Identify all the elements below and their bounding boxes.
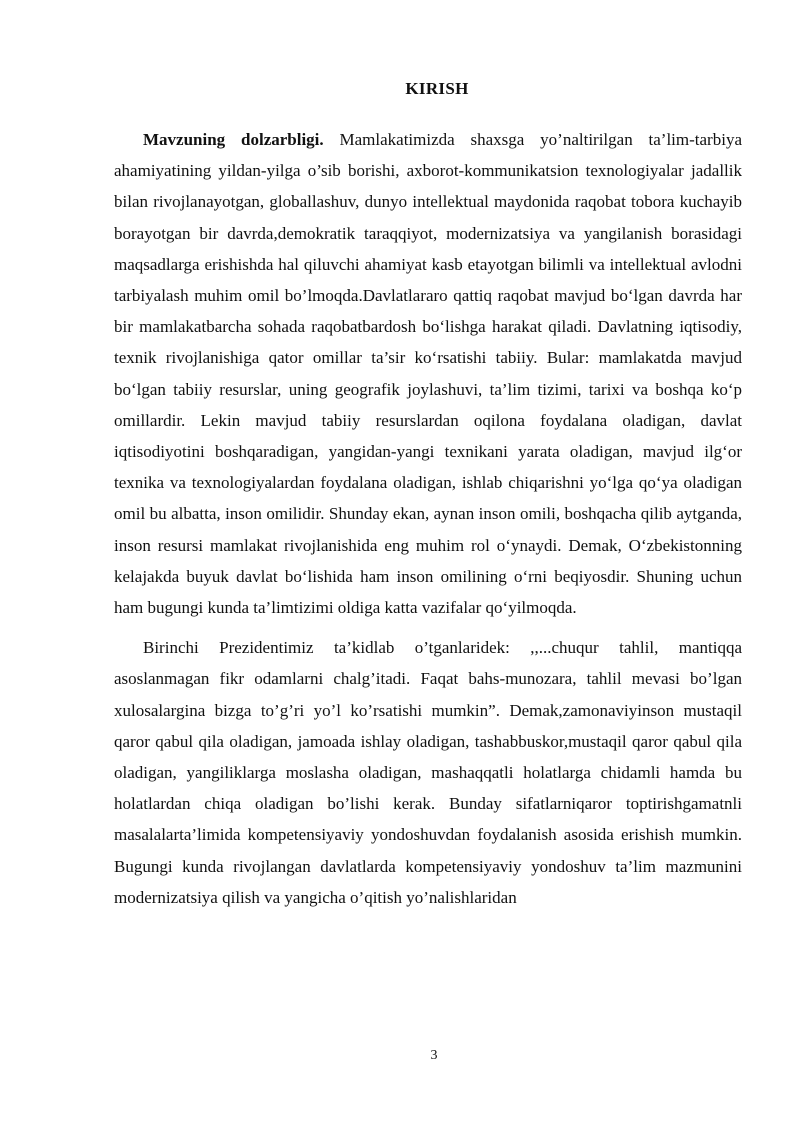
page-number: 3 [430,1048,438,1063]
paragraph-text: Mamlakatimizda shaxsga yo’naltirilgan ta’lim-tarbiya ahamiyatining yildan-yilga o’sib borishi, axborot-kommunikatsion texnologiyalar jadallik bilan rivojlanayotgan, globallashuv, dunyo intellektual maydonida raqobat tobora kuchayib borayotgan bir davrda,demokratik taraqqiyot, modernizatsiya va yangilanish borasidagi maqsadlarga erishishda hal qiluvchi ahamiyat kasb etayotgan bilimli va intellektual avlodni tarbiyalash muhim omil bo’lmoqda.Davlatlararo qattiq raqobat mavjud bo‘lgan davrda har bir mamlakatbarcha sohada raqobatbardosh bo‘lishga harakat qiladi. Davlatning iqtisodiy, texnik rivojlanishiga qator omillar ta’sir ko‘rsatishi tabiiy. Bular: mamlakatda mavjud bo‘lgan tabiiy resurslar, uning geografik joylashuvi, ta’lim tizimi, tarixi va boshqa ko‘p omillardir. Lekin mavjud tabiiy resurslardan oqilona foydalana oladigan, davlat iqtisodiyotini boshqaradigan, yangidan-yangi texnikani yarata oladigan, mavjud ilg‘or texnika va texnologiyalardan foydalana oladigan, ishlab chiqarishni yo‘lga qo‘ya oladigan omil bu albatta, inson omilidir. Shunday ekan, aynan inson omili, boshqacha qilib aytganda, inson resursi mamlakat rivojlanishida eng muhim rol o‘ynaydi. Demak, O‘zbekistonning kelajakda buyuk davlat bo‘lishida ham inson omilining o‘rni beqiyosdir. Shuning uchun ham bugungi kunda ta’limtizimi oldiga katta vazifalar qo‘yilmoqda. [114,130,742,618]
paragraph-relevance [114,124,742,623]
paragraph-president-quote [114,632,742,913]
paragraph-text: Birinchi Prezidentimiz ta’kidlab o’tganlaridek: ,,...chuqur tahlil, mantiqqa asoslanmagan fikr odamlarni chalg’itadi. Faqat bahs-munozara, tahlil mevasi bo’lgan xulosalargina bizga to’g’ri yo’l ko’rsatishi mumkin”. Demak,zamonaviyinson mustaqil qaror qabul qila oladigan, jamoada ishlay oladigan, tashabbuskor,mustaqil qaror qabul qila oladigan, yangiliklarga moslasha oladigan, mashaqqatli holatlarga chidamli hamda bu holatlardan chiqa oladigan bo’lishi kerak. Bunday sifatlarniqaror toptirishgamatnli masalalarta’limida kompetensiyaviy yondoshuvdan foydalanish asosida erishish mumkin. Bugungi kunda rivojlangan davlatlarda kompetensiyaviy yondoshuv ta’lim mazmunini modernizatsiya qilish va yangicha o’qitish yo’nalishlaridan [114,638,742,907]
paragraph-lead: Mavzuning dolzarbligi. [143,130,324,149]
body-text [114,124,742,913]
section-heading: KIRISH [405,79,469,98]
